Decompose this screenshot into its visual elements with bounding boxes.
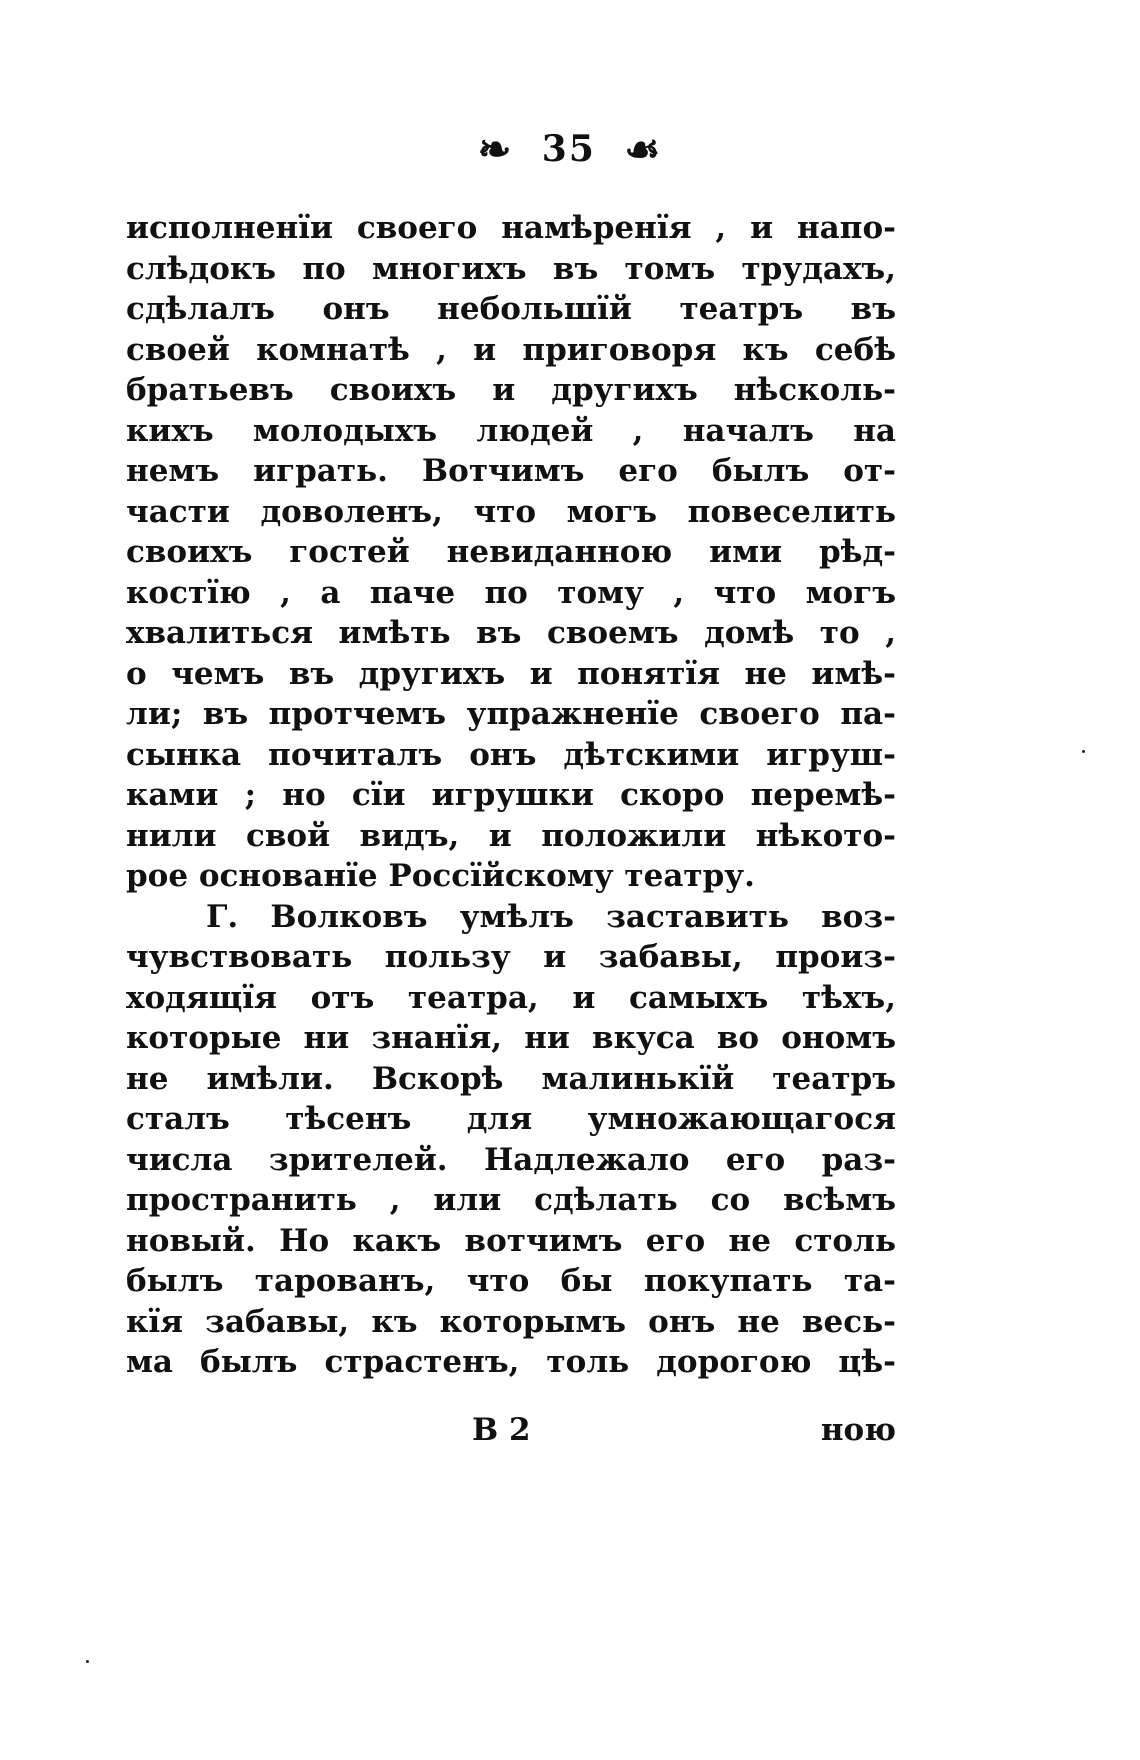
text-line: которые ни знанїя, ни вкуса во ономъ (126, 1020, 896, 1056)
text-line: кихъ молодыхъ людей , началъ на (126, 412, 896, 449)
text-line: нили свой видъ, и положили нѣкото- (126, 817, 896, 854)
scan-speck (86, 1660, 89, 1663)
text-line: не имѣли. Вскорѣ малинькїй театръ (126, 1060, 896, 1097)
text-line: ма былъ страстенъ, толь дорогою цѣ- (126, 1344, 896, 1380)
paragraph-end-line: рое основанїе Россїйскому театру. (126, 858, 755, 894)
text-line: чувствовать пользу и забавы, произ- (126, 939, 896, 975)
right-ornament-icon: ☙ (624, 125, 663, 173)
text-line: сдѣлалъ онъ небольшїй театръ въ (126, 291, 896, 327)
text-line: сынка почиталъ онъ дѣтскими игруш- (126, 736, 896, 773)
text-line: своей комнатѣ , и приговоря къ себѣ (126, 331, 896, 368)
text-line: числа зрителей. Надлежало его раз- (126, 1141, 896, 1178)
text-line: ходящїя отъ театра, и самыхъ тѣхъ, (126, 979, 896, 1016)
text-line: сталъ тѣсенъ для умножающагося (126, 1101, 896, 1137)
text-line: ками ; но сїи игрушки скоро перемѣ- (126, 777, 896, 813)
text-line: хвалиться имѣть въ своемъ домѣ то , (126, 615, 896, 651)
paragraph-start-line: Г. Волковъ умѣлъ заставить воз- (206, 898, 896, 935)
text-line: своихъ гостей невиданною ими рѣд- (126, 534, 896, 570)
scan-speck (1082, 750, 1085, 753)
text-line: кїя забавы, къ которымъ онъ не весь- (126, 1303, 896, 1340)
text-line: костїю , а паче по тому , что могъ (126, 574, 896, 611)
text-line: части доволенъ, что могъ повеселить (126, 493, 896, 530)
text-line: новый. Но какъ вотчимъ его не столь (126, 1222, 896, 1259)
text-line: немъ играть. Вотчимъ его былъ от- (126, 453, 896, 489)
text-line: исполненїи своего намѣренїя , и напо- (126, 210, 896, 246)
page-header (0, 125, 1140, 173)
text-line: о чемъ въ другихъ и понятїя не имѣ- (126, 655, 896, 692)
text-line: слѣдокъ по многихъ въ томъ трудахъ, (126, 250, 896, 287)
text-line: пространить , или сдѣлать со всѣмъ (126, 1182, 896, 1218)
catchword: ною (820, 1412, 896, 1448)
text-line: ли; въ протчемъ упражненїе своего па- (126, 696, 896, 732)
page-number: 35 (541, 128, 596, 170)
signature-mark: В 2 (472, 1412, 531, 1448)
page-footer (126, 1412, 896, 1456)
text-line: былъ тарованъ, что бы покупать та- (126, 1263, 896, 1299)
left-ornament-icon: ❧ (477, 125, 514, 173)
text-line: братьевъ своихъ и другихъ нѣсколь- (126, 372, 896, 408)
body-text (126, 208, 896, 1383)
